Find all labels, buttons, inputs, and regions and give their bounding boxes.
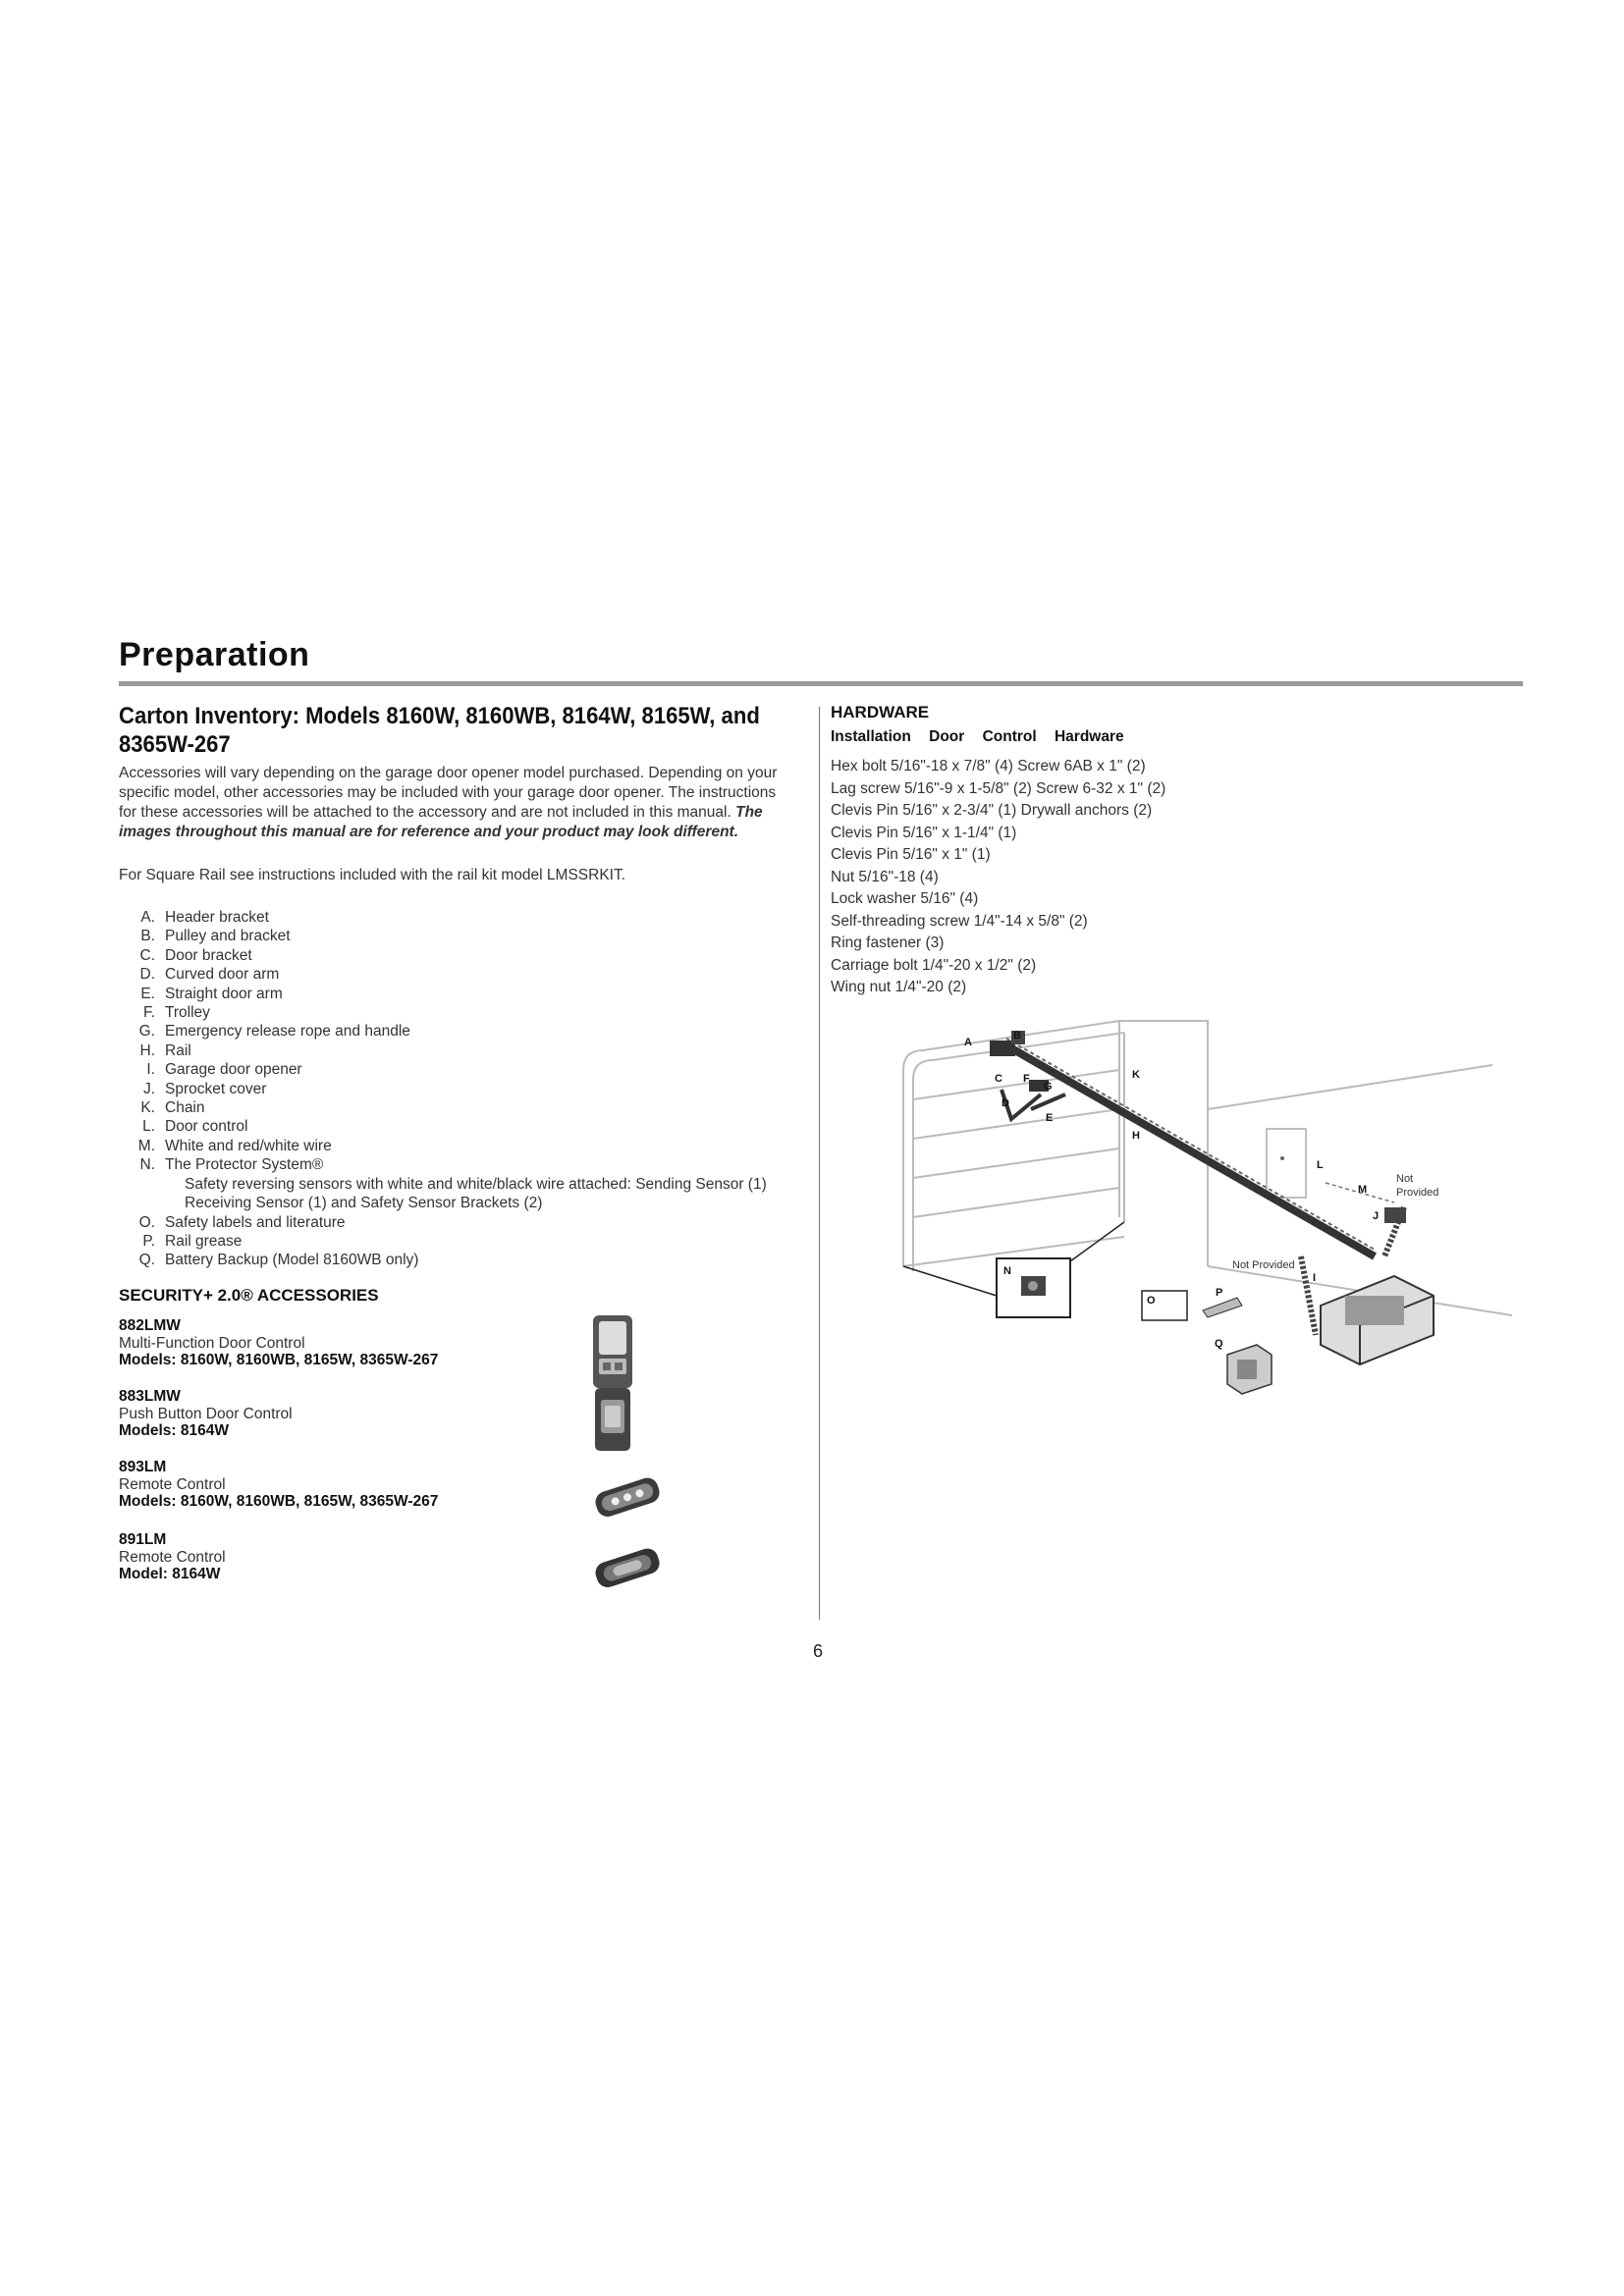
rail — [1006, 1039, 1375, 1256]
square-rail-note: For Square Rail see instructions included with the rail kit model LMSSRKIT. — [119, 867, 626, 883]
accessories-title: SECURITY+ 2.0® ACCESSORIES — [119, 1286, 379, 1305]
diagram-label: F — [1023, 1073, 1030, 1085]
diagram-label: N — [1003, 1265, 1011, 1277]
list-item: G. Emergency release rope and handle — [138, 1023, 410, 1041]
diagram-label: O — [1147, 1295, 1156, 1307]
intro-line3 — [119, 803, 763, 823]
list-item: O. Safety labels and literature — [138, 1213, 346, 1231]
list-item: P. Rail grease — [142, 1232, 243, 1250]
garage-door-opener — [1321, 1276, 1434, 1364]
section-title: Preparation — [119, 636, 310, 673]
not-provided-note: Not Provided — [1232, 1259, 1295, 1271]
rail-grease — [1203, 1298, 1242, 1317]
garage-door-frame — [903, 1021, 1512, 1315]
not-provided-note: Not — [1396, 1173, 1414, 1185]
list-item: B. Pulley and bracket — [140, 928, 291, 945]
diagram-label: C — [995, 1073, 1002, 1085]
list-item: L. Door control — [142, 1118, 248, 1136]
accessory-893lm: 893LM Remote Control Models: 8160W, 8160WB, 8165W, 8365W-267 — [119, 1459, 439, 1510]
push-button-control-icon — [589, 1386, 638, 1455]
accessory-882lmw: 882LMW Multi-Function Door Control Models: 8160W, 8160WB, 8165W, 8365W-267 — [119, 1317, 439, 1368]
list-item: Nut 5/16"-18 (4) — [831, 868, 939, 885]
list-item: E. Straight door arm — [140, 985, 283, 1002]
list-item-sub: Receiving Sensor (1) and Safety Sensor Brackets (2) — [185, 1195, 543, 1212]
accessory-891lm: 891LM Remote Control Model: 8164W — [119, 1531, 226, 1582]
not-provided-note: Provided — [1396, 1187, 1439, 1199]
hardware-title: HARDWARE — [831, 703, 930, 721]
one-button-remote-icon — [589, 1543, 668, 1592]
diagram-label: A — [964, 1037, 972, 1048]
diagram-label: G — [1044, 1081, 1053, 1093]
diagram-label: D — [1001, 1097, 1009, 1109]
diagram-label: J — [1373, 1210, 1380, 1222]
diagram-label: P — [1216, 1287, 1223, 1299]
carton-title-line1: Carton Inventory: Models 8160W, 8160WB, 8164W, 8165W, and — [119, 703, 760, 729]
wall-control-icon — [589, 1313, 638, 1392]
intro-line4: images throughout this manual are for reference and your product may look different. — [119, 824, 739, 840]
three-button-remote-icon — [589, 1472, 668, 1522]
list-item: M. White and red/white wire — [137, 1137, 332, 1154]
list-item: Carriage bolt 1/4"-20 x 1/2" (2) — [831, 956, 1037, 974]
list-item: Lag screw 5/16"-9 x 1-5/8" (2) Screw 6-32 x 1" (2) — [831, 779, 1166, 797]
parts-list — [126, 908, 813, 1270]
list-item: J. Sprocket cover — [142, 1080, 267, 1097]
list-item: Clevis Pin 5/16" x 1-1/4" (1) — [831, 824, 1017, 841]
intro-line2: specific model, other accessories may be included with your garage door opener. The instructions — [119, 784, 777, 801]
battery-backup — [1227, 1345, 1272, 1394]
diagram-label: I — [1313, 1272, 1317, 1284]
intro-line3-italic: The — [735, 804, 763, 821]
list-item: C. Door bracket — [139, 946, 252, 964]
list-item: Wing nut 1/4"-20 (2) — [831, 979, 967, 995]
list-item: Lock washer 5/16" (4) — [831, 890, 979, 907]
diagram-label: K — [1132, 1069, 1140, 1081]
diagram-label: L — [1317, 1159, 1324, 1171]
door-control-marker — [1280, 1156, 1284, 1160]
list-item: D. Curved door arm — [139, 966, 280, 984]
list-item: Q. Battery Backup (Model 8160WB only) — [138, 1252, 419, 1269]
list-item: Self-threading screw 1/4"-14 x 5/8" (2) — [831, 912, 1088, 930]
intro-line3-normal: for these accessories will be attached to the accessory and are not included in this manual. — [119, 804, 731, 821]
hardware-list — [831, 756, 1165, 999]
list-item: H. Rail — [139, 1041, 191, 1059]
accessory-883lmw: 883LMW Push Button Door Control Models: 8164W — [119, 1388, 293, 1439]
section-rule — [119, 681, 1523, 686]
safety-sensor-icon — [1021, 1276, 1046, 1296]
diagram-label: B — [1013, 1030, 1021, 1041]
diagram-label: E — [1046, 1112, 1054, 1124]
column-divider — [819, 707, 820, 1620]
list-item: I. Garage door opener — [146, 1061, 302, 1079]
diagram-label: H — [1132, 1130, 1140, 1142]
diagram-label: M — [1358, 1184, 1368, 1196]
page-number: 6 — [813, 1641, 824, 1661]
hardware-subtitle: Installation Door Control Hardware — [831, 728, 1124, 745]
list-item: Clevis Pin 5/16" x 1" (1) — [831, 846, 991, 863]
wire-bundle — [1301, 1256, 1316, 1335]
list-item-sub: Safety reversing sensors with white and white/black wire attached: Sending Sensor (1) — [185, 1175, 767, 1193]
list-item: F. Trolley — [142, 1004, 210, 1022]
intro-line1: Accessories will vary depending on the garage door opener model purchased. Depending on your — [119, 765, 778, 781]
list-item: Clevis Pin 5/16" x 2-3/4" (1) Drywall anchors (2) — [831, 802, 1153, 819]
list-item: Hex bolt 5/16"-18 x 7/8" (4) Screw 6AB x 1" (2) — [831, 758, 1146, 774]
installation-diagram — [884, 1011, 1512, 1414]
list-item: K. Chain — [140, 1099, 205, 1117]
wall-panel — [1267, 1129, 1306, 1198]
list-item: A. Header bracket — [140, 909, 269, 926]
list-item: N. The Protector System® — [139, 1156, 324, 1174]
diagram-label: Q — [1215, 1338, 1223, 1350]
list-item: Ring fastener (3) — [831, 934, 945, 951]
carton-title-line2: 8365W-267 — [119, 731, 231, 758]
